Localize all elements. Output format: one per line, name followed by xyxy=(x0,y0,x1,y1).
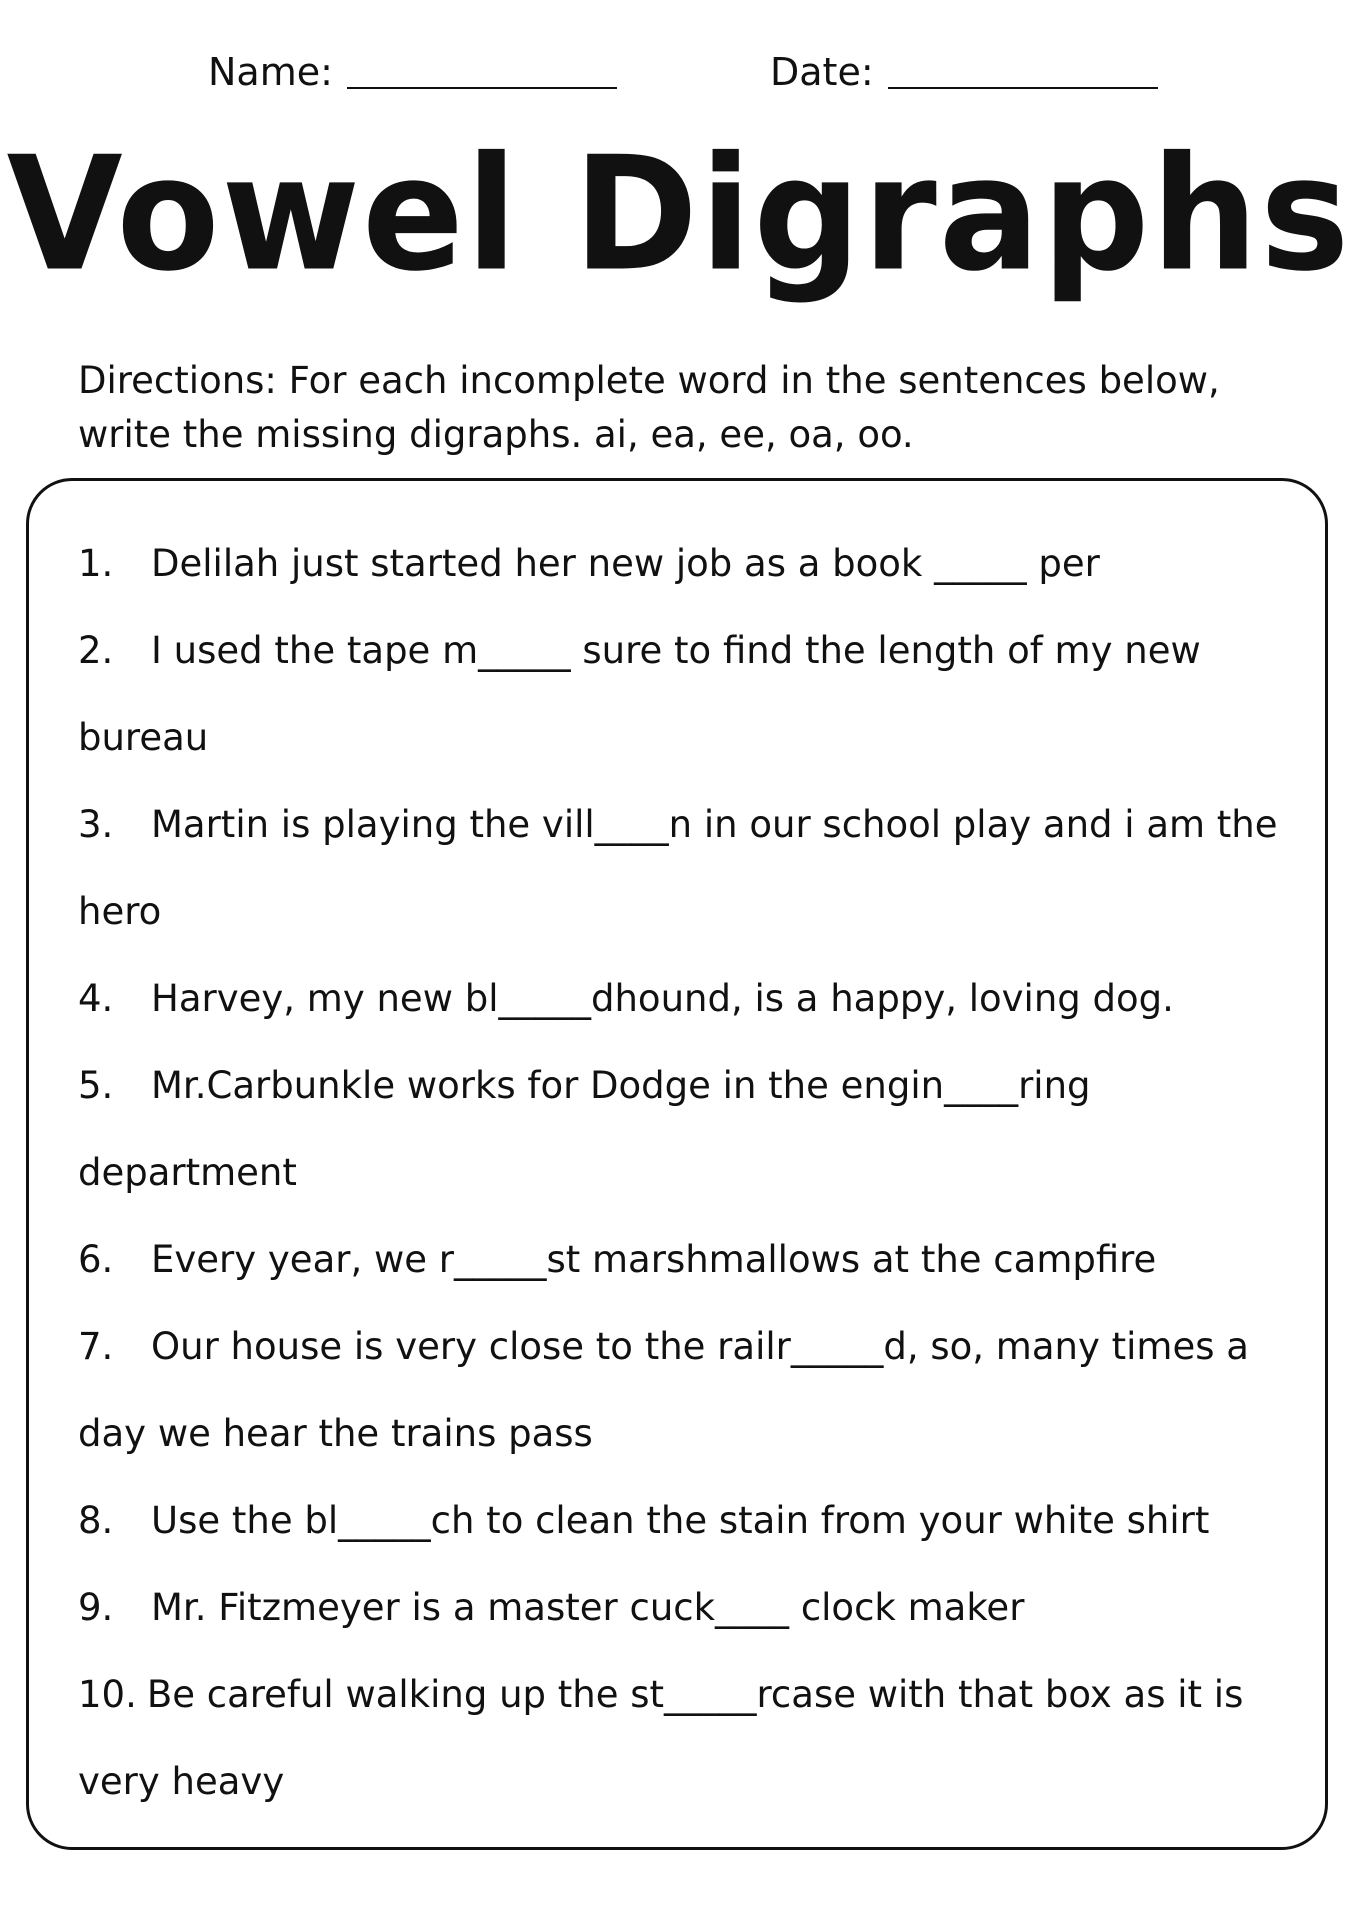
question-number: 3. xyxy=(78,803,114,846)
question-number: 1. xyxy=(78,542,114,585)
question-number: 2. xyxy=(78,629,114,672)
question-text: Be careful walking up the st_____rcase with that box as it is xyxy=(146,1673,1244,1716)
date-label: Date: xyxy=(770,50,874,94)
question-number: 8. xyxy=(78,1499,114,1542)
question-number: 7. xyxy=(78,1325,114,1368)
question-number: 5. xyxy=(78,1064,114,1107)
question-text: Mr.Carbunkle works for Dodge in the engin____ring xyxy=(151,1064,1091,1107)
question-text-continued: hero xyxy=(78,890,162,933)
directions-line-1: Directions: For each incomplete word in the sentences below, xyxy=(78,359,1220,402)
directions xyxy=(78,354,1298,462)
question-text: Use the bl_____ch to clean the stain from your white shirt xyxy=(151,1499,1210,1542)
date-field xyxy=(770,50,1158,94)
question-text-continued: day we hear the trains pass xyxy=(78,1412,593,1455)
question-item xyxy=(78,1042,1298,1216)
question-item xyxy=(78,520,1298,607)
question-item xyxy=(78,1477,1298,1564)
question-text-continued: bureau xyxy=(78,716,209,759)
page-title: Vowel Digraphs xyxy=(6,123,1352,307)
header-fields xyxy=(0,50,1358,110)
question-item xyxy=(78,1651,1298,1825)
question-text-continued: very heavy xyxy=(78,1760,285,1803)
question-number: 10. xyxy=(78,1673,137,1716)
question-text: Harvey, my new bl_____dhound, is a happy, loving dog. xyxy=(151,977,1174,1020)
question-text: I used the tape m_____ sure to find the length of my new xyxy=(151,629,1201,672)
question-item xyxy=(78,1216,1298,1303)
question-text: Martin is playing the vill____n in our school play and i am the xyxy=(151,803,1278,846)
question-item xyxy=(78,1564,1298,1651)
question-item xyxy=(78,955,1298,1042)
question-list xyxy=(78,520,1298,1825)
name-field xyxy=(208,50,617,94)
question-text-continued: department xyxy=(78,1151,297,1194)
question-text: Mr. Fitzmeyer is a master cuck____ clock maker xyxy=(151,1586,1025,1629)
question-number: 9. xyxy=(78,1586,114,1629)
question-item xyxy=(78,607,1298,781)
question-text: Every year, we r_____st marshmallows at the campfire xyxy=(151,1238,1157,1281)
question-item xyxy=(78,781,1298,955)
question-item xyxy=(78,1303,1298,1477)
question-number: 6. xyxy=(78,1238,114,1281)
name-label: Name: xyxy=(208,50,333,94)
question-number: 4. xyxy=(78,977,114,1020)
name-blank-line[interactable] xyxy=(347,57,617,89)
directions-line-2: write the missing digraphs. ai, ea, ee, oa, oo. xyxy=(78,413,914,456)
date-blank-line[interactable] xyxy=(888,57,1158,89)
question-text: Delilah just started her new job as a book _____ per xyxy=(151,542,1100,585)
question-text: Our house is very close to the railr_____d, so, many times a xyxy=(151,1325,1249,1368)
